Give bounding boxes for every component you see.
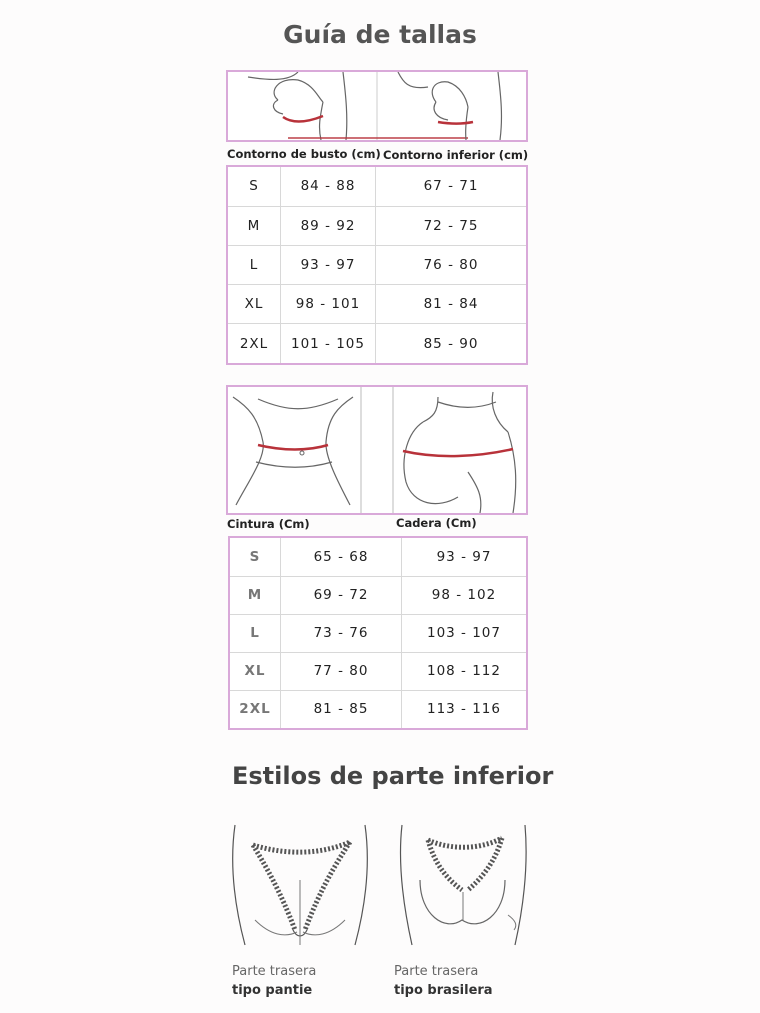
waist-hip-measure-illustration — [226, 385, 528, 515]
hip-caption: Cadera (Cm) — [396, 516, 477, 530]
underbust-caption: Contorno inferior (cm) — [383, 148, 529, 162]
bust-size-table — [226, 165, 528, 365]
brazilian-style-illustration — [390, 820, 535, 950]
panty-style-label — [232, 962, 316, 1000]
bust-caption: Contorno de busto (cm) — [227, 147, 381, 161]
waist-value: 81 - 85 — [281, 690, 402, 729]
table-row — [227, 206, 527, 245]
page-title: Guía de tallas — [283, 20, 477, 49]
bust-value: 93 - 97 — [281, 245, 376, 284]
waist-size-table — [228, 536, 528, 730]
hip-value: 93 - 97 — [402, 537, 528, 576]
bust-value: 101 - 105 — [281, 324, 376, 364]
table-row — [229, 614, 527, 652]
waist-value: 77 - 80 — [281, 652, 402, 690]
size-label: M — [227, 206, 281, 245]
size-label: M — [229, 576, 281, 614]
panty-style-line1: Parte trasera — [232, 964, 317, 979]
hip-value: 113 - 116 — [402, 690, 528, 729]
bust-value: 98 - 101 — [281, 285, 376, 324]
size-label: S — [229, 537, 281, 576]
table-row — [227, 245, 527, 284]
underbust-value: 67 - 71 — [376, 166, 528, 206]
size-label: 2XL — [239, 335, 269, 352]
bust-measure-illustration — [226, 70, 528, 142]
underbust-value: 76 - 80 — [376, 245, 528, 284]
hip-value: 98 - 102 — [402, 576, 528, 614]
panty-style-line2: tipo pantie — [232, 983, 313, 998]
table-row — [229, 576, 527, 614]
waist-value: 65 - 68 — [281, 537, 402, 576]
table-row — [229, 690, 527, 729]
underbust-value: 81 - 84 — [376, 285, 528, 324]
table-row — [227, 285, 527, 324]
size-label: XL — [227, 285, 281, 324]
waist-value: 73 - 76 — [281, 614, 402, 652]
underbust-value: 85 - 90 — [376, 324, 528, 364]
bust-value: 84 - 88 — [281, 166, 376, 206]
panty-style-illustration — [225, 820, 375, 950]
hip-value: 108 - 112 — [402, 652, 528, 690]
table-row — [227, 166, 527, 206]
size-label: 2XL — [239, 701, 271, 718]
bottom-styles-heading: Estilos de parte inferior — [232, 762, 554, 790]
table-row — [229, 537, 527, 576]
size-label: XL — [229, 652, 281, 690]
size-label: L — [227, 245, 281, 284]
hip-value: 103 - 107 — [402, 614, 528, 652]
table-row — [229, 652, 527, 690]
waist-value: 69 - 72 — [281, 576, 402, 614]
size-label: L — [229, 614, 281, 652]
brazilian-style-label — [394, 962, 493, 1000]
table-row — [227, 324, 527, 364]
brazilian-style-line2: tipo brasilera — [394, 983, 493, 998]
brazilian-style-line1: Parte trasera — [394, 964, 479, 979]
underbust-value: 72 - 75 — [376, 206, 528, 245]
size-label: S — [227, 166, 281, 206]
bust-value: 89 - 92 — [281, 206, 376, 245]
waist-caption: Cintura (Cm) — [227, 517, 310, 531]
